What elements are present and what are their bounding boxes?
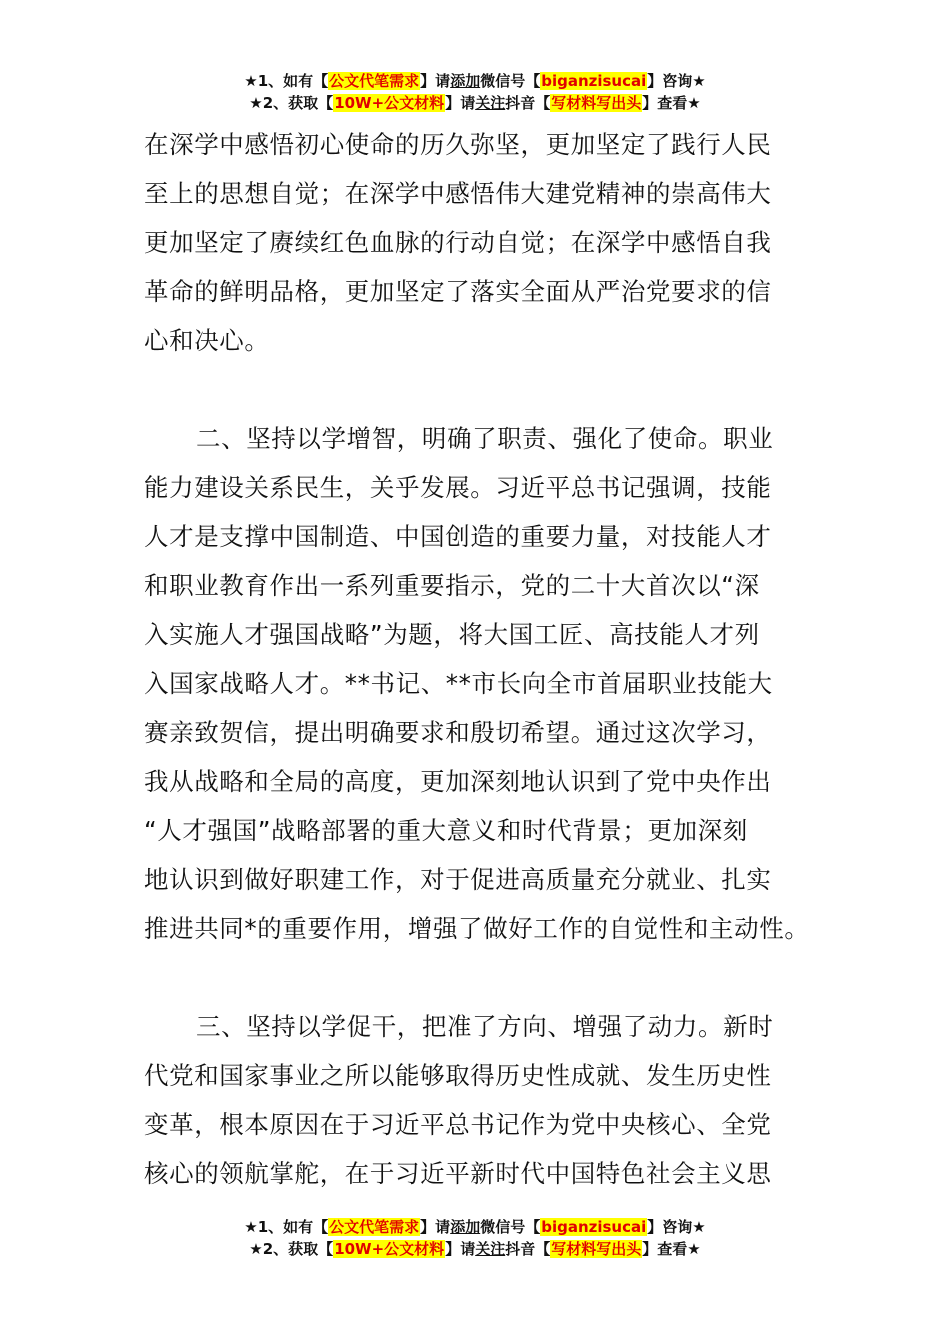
banner-text: 】请 (445, 1240, 476, 1258)
text-line: 入国家战略人才。**书记、**市长向全市首届职业技能大 (144, 669, 773, 698)
banner-text: 】请 (420, 72, 451, 90)
banner-text: 】查看★ (642, 1240, 701, 1258)
footer-banner-line-1 (0, 1216, 950, 1238)
banner-underline-add: 添加 (450, 1218, 481, 1236)
banner-text: 微信号【 (480, 72, 541, 90)
text-line: 心和决心。 (144, 326, 270, 355)
banner-text: 】请 (445, 94, 476, 112)
banner-text: 】查看★ (642, 94, 701, 112)
banner-underline-add: 添加 (450, 72, 481, 90)
paragraph-gap (144, 953, 808, 1002)
banner-text: ★1、如有【 (244, 1218, 329, 1236)
banner-text: 微信号【 (480, 1218, 541, 1236)
banner-text: ★2、获取【 (249, 1240, 334, 1258)
text-line: 核心的领航掌舵，在于习近平新时代中国特色社会主义思 (144, 1159, 772, 1188)
banner-text: ★2、获取【 (249, 94, 334, 112)
text-line: 和职业教育作出一系列重要指示，党的二十大首次以“深 (144, 571, 760, 600)
paragraph-1 (144, 120, 808, 365)
banner-highlight-writing-service: 公文代笔需求 (329, 1218, 420, 1236)
text-line: 入实施人才强国战略”为题，将大国工匠、高技能人才列 (144, 620, 760, 649)
text-line: 推进共同*的重要作用，增强了做好工作的自觉性和主动性。 (144, 914, 810, 943)
banner-text: 】请 (420, 1218, 451, 1236)
banner-text: 】咨询★ (647, 72, 706, 90)
text-line: 在深学中感悟初心使命的历久弥坚，更加坚定了践行人民 (144, 130, 772, 159)
text-line: 我从战略和全局的高度，更加深刻地认识到了党中央作出 (144, 767, 772, 796)
text-line: 代党和国家事业之所以能够取得历史性成就、发生历史性 (144, 1061, 772, 1090)
text-line: 地认识到做好职建工作，对于促进高质量充分就业、扎实 (144, 865, 772, 894)
text-line: 人才是支撑中国制造、中国创造的重要力量，对技能人才 (144, 522, 772, 551)
paragraph-2 (144, 414, 808, 953)
banner-text: 抖音【 (505, 94, 551, 112)
text-line-heading: 三、坚持以学促干，把准了方向、增强了动力。新时 (196, 1012, 774, 1041)
banner-highlight-materials: 10W+公文材料 (334, 94, 445, 112)
text-line-heading: 二、坚持以学增智，明确了职责、强化了使命。职业 (196, 424, 774, 453)
banner-highlight-wechat-id: biganzisucai (541, 1218, 647, 1236)
banner-underline-follow: 关注 (475, 94, 506, 112)
header-banner (0, 70, 950, 114)
banner-text: 】咨询★ (647, 1218, 706, 1236)
text-line: 更加坚定了赓续红色血脉的行动自觉；在深学中感悟自我 (144, 228, 772, 257)
banner-highlight-wechat-id: biganzisucai (541, 72, 647, 90)
text-line: 至上的思想自觉；在深学中感悟伟大建党精神的崇高伟大 (144, 179, 772, 208)
text-line: 变革，根本原因在于习近平总书记作为党中央核心、全党 (144, 1110, 772, 1139)
paragraph-3 (144, 1002, 808, 1198)
banner-highlight-materials: 10W+公文材料 (334, 1240, 445, 1258)
banner-underline-follow: 关注 (475, 1240, 506, 1258)
banner-text: ★1、如有【 (244, 72, 329, 90)
text-line: 赛亲致贺信，提出明确要求和殷切希望。通过这次学习， (144, 718, 772, 747)
document-body (144, 120, 808, 1198)
text-line: 革命的鲜明品格，更加坚定了落实全面从严治党要求的信 (144, 277, 772, 306)
banner-highlight-douyin-account: 写材料写出头 (551, 94, 642, 112)
footer-banner (0, 1216, 950, 1260)
header-banner-line-1 (0, 70, 950, 92)
header-banner-line-2 (0, 92, 950, 114)
text-line: “人才强国”战略部署的重大意义和时代背景；更加深刻 (144, 816, 748, 845)
banner-text: 抖音【 (505, 1240, 551, 1258)
paragraph-gap (144, 365, 808, 414)
banner-highlight-douyin-account: 写材料写出头 (551, 1240, 642, 1258)
banner-highlight-writing-service: 公文代笔需求 (329, 72, 420, 90)
footer-banner-line-2 (0, 1238, 950, 1260)
text-line: 能力建设关系民生，关乎发展。习近平总书记强调，技能 (144, 473, 772, 502)
